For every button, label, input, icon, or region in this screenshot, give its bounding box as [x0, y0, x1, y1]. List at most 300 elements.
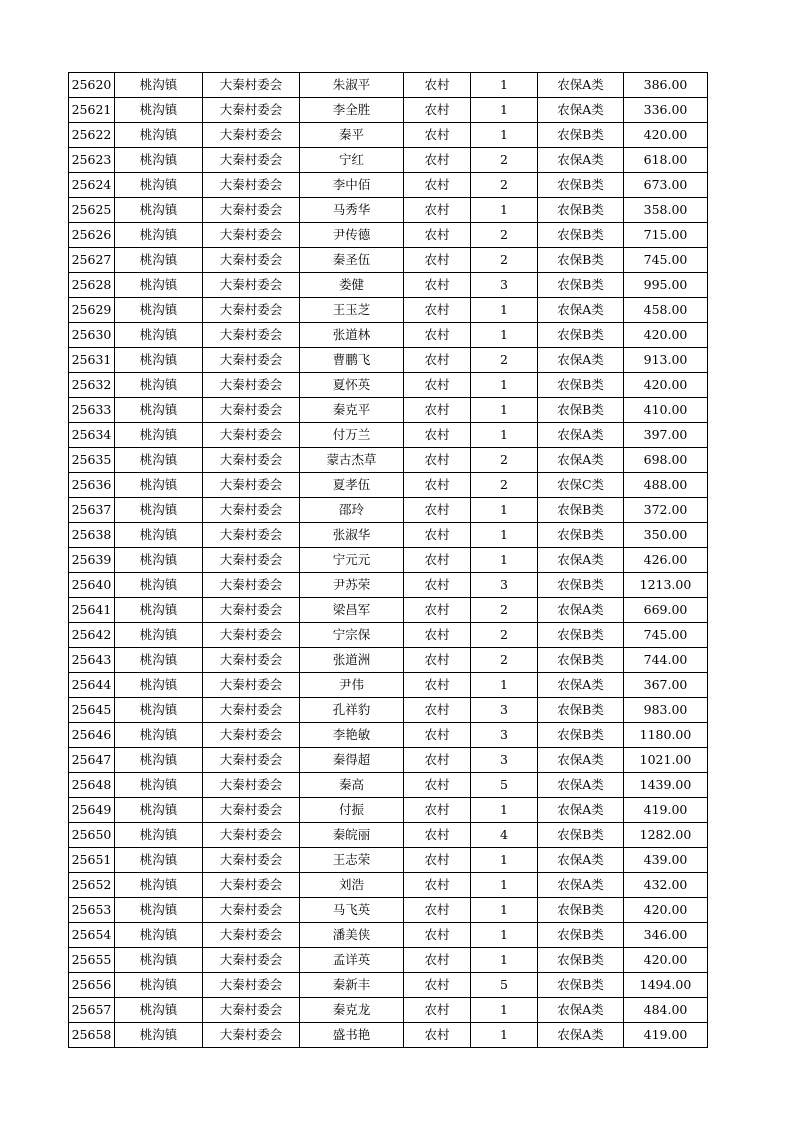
amount-cell: 410.00	[624, 398, 708, 423]
town-cell: 桃沟镇	[115, 398, 203, 423]
table-row	[69, 323, 708, 348]
town-cell: 桃沟镇	[115, 473, 203, 498]
category-cell: 农保A类	[538, 798, 624, 823]
category-cell: 农保B类	[538, 323, 624, 348]
household-type-cell: 农村	[404, 648, 471, 673]
record-id-cell: 25656	[69, 973, 115, 998]
amount-cell: 420.00	[624, 123, 708, 148]
amount-cell: 420.00	[624, 898, 708, 923]
town-cell: 桃沟镇	[115, 598, 203, 623]
member-count-cell: 4	[471, 823, 538, 848]
category-cell: 农保A类	[538, 98, 624, 123]
person-name-cell: 秦得超	[300, 748, 404, 773]
table-row	[69, 548, 708, 573]
record-id-cell: 25647	[69, 748, 115, 773]
village-committee-cell: 大秦村委会	[203, 198, 300, 223]
town-cell: 桃沟镇	[115, 773, 203, 798]
amount-cell: 913.00	[624, 348, 708, 373]
member-count-cell: 2	[471, 598, 538, 623]
person-name-cell: 娄健	[300, 273, 404, 298]
amount-cell: 420.00	[624, 373, 708, 398]
household-type-cell: 农村	[404, 598, 471, 623]
member-count-cell: 3	[471, 723, 538, 748]
town-cell: 桃沟镇	[115, 373, 203, 398]
record-id-cell: 25624	[69, 173, 115, 198]
category-cell: 农保A类	[538, 298, 624, 323]
category-cell: 农保B类	[538, 373, 624, 398]
table-row	[69, 198, 708, 223]
household-type-cell: 农村	[404, 248, 471, 273]
amount-cell: 1439.00	[624, 773, 708, 798]
category-cell: 农保B类	[538, 948, 624, 973]
household-type-cell: 农村	[404, 973, 471, 998]
household-type-cell: 农村	[404, 173, 471, 198]
person-name-cell: 曹鹏飞	[300, 348, 404, 373]
record-id-cell: 25632	[69, 373, 115, 398]
category-cell: 农保B类	[538, 898, 624, 923]
household-type-cell: 农村	[404, 523, 471, 548]
amount-cell: 458.00	[624, 298, 708, 323]
table-row	[69, 673, 708, 698]
household-type-cell: 农村	[404, 198, 471, 223]
member-count-cell: 3	[471, 273, 538, 298]
category-cell: 农保A类	[538, 548, 624, 573]
category-cell: 农保A类	[538, 148, 624, 173]
household-type-cell: 农村	[404, 273, 471, 298]
village-committee-cell: 大秦村委会	[203, 223, 300, 248]
member-count-cell: 1	[471, 523, 538, 548]
category-cell: 农保B类	[538, 823, 624, 848]
household-type-cell: 农村	[404, 73, 471, 98]
town-cell: 桃沟镇	[115, 723, 203, 748]
table-row	[69, 373, 708, 398]
table-row	[69, 448, 708, 473]
table-row	[69, 723, 708, 748]
record-id-cell: 25621	[69, 98, 115, 123]
table-row	[69, 73, 708, 98]
town-cell: 桃沟镇	[115, 348, 203, 373]
table-row	[69, 598, 708, 623]
village-committee-cell: 大秦村委会	[203, 573, 300, 598]
village-committee-cell: 大秦村委会	[203, 998, 300, 1023]
town-cell: 桃沟镇	[115, 823, 203, 848]
household-type-cell: 农村	[404, 873, 471, 898]
village-committee-cell: 大秦村委会	[203, 948, 300, 973]
town-cell: 桃沟镇	[115, 548, 203, 573]
village-committee-cell: 大秦村委会	[203, 698, 300, 723]
member-count-cell: 5	[471, 773, 538, 798]
village-committee-cell: 大秦村委会	[203, 298, 300, 323]
village-committee-cell: 大秦村委会	[203, 248, 300, 273]
town-cell: 桃沟镇	[115, 448, 203, 473]
member-count-cell: 2	[471, 648, 538, 673]
household-type-cell: 农村	[404, 798, 471, 823]
member-count-cell: 3	[471, 698, 538, 723]
table-row	[69, 98, 708, 123]
person-name-cell: 付万兰	[300, 423, 404, 448]
category-cell: 农保A类	[538, 1023, 624, 1048]
table-row	[69, 948, 708, 973]
member-count-cell: 2	[471, 223, 538, 248]
category-cell: 农保B类	[538, 173, 624, 198]
village-committee-cell: 大秦村委会	[203, 148, 300, 173]
person-name-cell: 潘美侠	[300, 923, 404, 948]
amount-cell: 336.00	[624, 98, 708, 123]
table-row	[69, 998, 708, 1023]
household-type-cell: 农村	[404, 673, 471, 698]
table-row	[69, 273, 708, 298]
household-type-cell: 农村	[404, 148, 471, 173]
member-count-cell: 3	[471, 748, 538, 773]
record-id-cell: 25631	[69, 348, 115, 373]
amount-cell: 484.00	[624, 998, 708, 1023]
record-id-cell: 25637	[69, 498, 115, 523]
amount-cell: 432.00	[624, 873, 708, 898]
village-committee-cell: 大秦村委会	[203, 773, 300, 798]
village-committee-cell: 大秦村委会	[203, 423, 300, 448]
village-committee-cell: 大秦村委会	[203, 823, 300, 848]
table-row	[69, 798, 708, 823]
household-type-cell: 农村	[404, 473, 471, 498]
category-cell: 农保B类	[538, 223, 624, 248]
category-cell: 农保A类	[538, 423, 624, 448]
person-name-cell: 尹苏荣	[300, 573, 404, 598]
village-committee-cell: 大秦村委会	[203, 598, 300, 623]
household-type-cell: 农村	[404, 373, 471, 398]
village-committee-cell: 大秦村委会	[203, 498, 300, 523]
member-count-cell: 1	[471, 98, 538, 123]
table-row	[69, 523, 708, 548]
village-committee-cell: 大秦村委会	[203, 1023, 300, 1048]
village-committee-cell: 大秦村委会	[203, 923, 300, 948]
category-cell: 农保A类	[538, 873, 624, 898]
person-name-cell: 刘浩	[300, 873, 404, 898]
amount-cell: 745.00	[624, 623, 708, 648]
person-name-cell: 秦新丰	[300, 973, 404, 998]
record-id-cell: 25628	[69, 273, 115, 298]
town-cell: 桃沟镇	[115, 223, 203, 248]
member-count-cell: 3	[471, 573, 538, 598]
village-committee-cell: 大秦村委会	[203, 798, 300, 823]
member-count-cell: 1	[471, 848, 538, 873]
amount-cell: 346.00	[624, 923, 708, 948]
person-name-cell: 秦皖丽	[300, 823, 404, 848]
record-id-cell: 25652	[69, 873, 115, 898]
category-cell: 农保B类	[538, 723, 624, 748]
member-count-cell: 1	[471, 898, 538, 923]
person-name-cell: 朱淑平	[300, 73, 404, 98]
household-type-cell: 农村	[404, 1023, 471, 1048]
amount-cell: 995.00	[624, 273, 708, 298]
amount-cell: 744.00	[624, 648, 708, 673]
member-count-cell: 1	[471, 298, 538, 323]
person-name-cell: 秦克平	[300, 398, 404, 423]
town-cell: 桃沟镇	[115, 148, 203, 173]
record-id-cell: 25633	[69, 398, 115, 423]
village-committee-cell: 大秦村委会	[203, 898, 300, 923]
person-name-cell: 王玉芝	[300, 298, 404, 323]
amount-cell: 669.00	[624, 598, 708, 623]
record-id-cell: 25629	[69, 298, 115, 323]
town-cell: 桃沟镇	[115, 323, 203, 348]
household-type-cell: 农村	[404, 773, 471, 798]
member-count-cell: 5	[471, 973, 538, 998]
member-count-cell: 1	[471, 998, 538, 1023]
member-count-cell: 1	[471, 1023, 538, 1048]
record-id-cell: 25658	[69, 1023, 115, 1048]
table-row	[69, 873, 708, 898]
assistance-table	[68, 72, 708, 1048]
town-cell: 桃沟镇	[115, 498, 203, 523]
record-id-cell: 25641	[69, 598, 115, 623]
person-name-cell: 宁红	[300, 148, 404, 173]
category-cell: 农保B类	[538, 698, 624, 723]
household-type-cell: 农村	[404, 698, 471, 723]
amount-cell: 673.00	[624, 173, 708, 198]
record-id-cell: 25627	[69, 248, 115, 273]
village-committee-cell: 大秦村委会	[203, 473, 300, 498]
town-cell: 桃沟镇	[115, 873, 203, 898]
person-name-cell: 秦高	[300, 773, 404, 798]
category-cell: 农保B类	[538, 623, 624, 648]
household-type-cell: 农村	[404, 823, 471, 848]
member-count-cell: 2	[471, 248, 538, 273]
category-cell: 农保B类	[538, 648, 624, 673]
amount-cell: 698.00	[624, 448, 708, 473]
category-cell: 农保B类	[538, 273, 624, 298]
person-name-cell: 马飞英	[300, 898, 404, 923]
table-row	[69, 898, 708, 923]
town-cell: 桃沟镇	[115, 898, 203, 923]
village-committee-cell: 大秦村委会	[203, 448, 300, 473]
table-row	[69, 123, 708, 148]
amount-cell: 367.00	[624, 673, 708, 698]
record-id-cell: 25653	[69, 898, 115, 923]
member-count-cell: 1	[471, 498, 538, 523]
amount-cell: 1282.00	[624, 823, 708, 848]
record-id-cell: 25639	[69, 548, 115, 573]
member-count-cell: 1	[471, 373, 538, 398]
table-row	[69, 423, 708, 448]
category-cell: 农保A类	[538, 73, 624, 98]
village-committee-cell: 大秦村委会	[203, 873, 300, 898]
amount-cell: 1213.00	[624, 573, 708, 598]
category-cell: 农保A类	[538, 673, 624, 698]
record-id-cell: 25626	[69, 223, 115, 248]
category-cell: 农保A类	[538, 773, 624, 798]
person-name-cell: 宁宗保	[300, 623, 404, 648]
person-name-cell: 邵玲	[300, 498, 404, 523]
member-count-cell: 2	[471, 173, 538, 198]
category-cell: 农保A类	[538, 598, 624, 623]
amount-cell: 745.00	[624, 248, 708, 273]
household-type-cell: 农村	[404, 573, 471, 598]
village-committee-cell: 大秦村委会	[203, 73, 300, 98]
table-row	[69, 573, 708, 598]
town-cell: 桃沟镇	[115, 298, 203, 323]
household-type-cell: 农村	[404, 723, 471, 748]
record-id-cell: 25651	[69, 848, 115, 873]
town-cell: 桃沟镇	[115, 73, 203, 98]
member-count-cell: 1	[471, 323, 538, 348]
person-name-cell: 孟详英	[300, 948, 404, 973]
record-id-cell: 25642	[69, 623, 115, 648]
village-committee-cell: 大秦村委会	[203, 373, 300, 398]
table-row	[69, 473, 708, 498]
member-count-cell: 1	[471, 948, 538, 973]
table-row	[69, 648, 708, 673]
amount-cell: 419.00	[624, 798, 708, 823]
village-committee-cell: 大秦村委会	[203, 673, 300, 698]
town-cell: 桃沟镇	[115, 973, 203, 998]
record-id-cell: 25638	[69, 523, 115, 548]
household-type-cell: 农村	[404, 323, 471, 348]
amount-cell: 983.00	[624, 698, 708, 723]
record-id-cell: 25648	[69, 773, 115, 798]
town-cell: 桃沟镇	[115, 698, 203, 723]
town-cell: 桃沟镇	[115, 573, 203, 598]
person-name-cell: 尹传德	[300, 223, 404, 248]
table-row	[69, 923, 708, 948]
person-name-cell: 李中佰	[300, 173, 404, 198]
member-count-cell: 1	[471, 423, 538, 448]
member-count-cell: 1	[471, 673, 538, 698]
village-committee-cell: 大秦村委会	[203, 973, 300, 998]
record-id-cell: 25655	[69, 948, 115, 973]
town-cell: 桃沟镇	[115, 423, 203, 448]
village-committee-cell: 大秦村委会	[203, 848, 300, 873]
person-name-cell: 李艳敏	[300, 723, 404, 748]
amount-cell: 419.00	[624, 1023, 708, 1048]
person-name-cell: 付振	[300, 798, 404, 823]
town-cell: 桃沟镇	[115, 98, 203, 123]
record-id-cell: 25657	[69, 998, 115, 1023]
town-cell: 桃沟镇	[115, 123, 203, 148]
person-name-cell: 秦圣伍	[300, 248, 404, 273]
household-type-cell: 农村	[404, 298, 471, 323]
household-type-cell: 农村	[404, 948, 471, 973]
table-row	[69, 248, 708, 273]
category-cell: 农保B类	[538, 198, 624, 223]
village-committee-cell: 大秦村委会	[203, 548, 300, 573]
record-id-cell: 25644	[69, 673, 115, 698]
record-id-cell: 25643	[69, 648, 115, 673]
record-id-cell: 25625	[69, 198, 115, 223]
category-cell: 农保B类	[538, 523, 624, 548]
record-id-cell: 25646	[69, 723, 115, 748]
village-committee-cell: 大秦村委会	[203, 523, 300, 548]
category-cell: 农保A类	[538, 348, 624, 373]
household-type-cell: 农村	[404, 748, 471, 773]
town-cell: 桃沟镇	[115, 523, 203, 548]
town-cell: 桃沟镇	[115, 673, 203, 698]
category-cell: 农保A类	[538, 998, 624, 1023]
village-committee-cell: 大秦村委会	[203, 173, 300, 198]
record-id-cell: 25623	[69, 148, 115, 173]
category-cell: 农保A类	[538, 848, 624, 873]
amount-cell: 350.00	[624, 523, 708, 548]
person-name-cell: 梁昌军	[300, 598, 404, 623]
town-cell: 桃沟镇	[115, 998, 203, 1023]
amount-cell: 1494.00	[624, 973, 708, 998]
table-row	[69, 848, 708, 873]
town-cell: 桃沟镇	[115, 173, 203, 198]
category-cell: 农保B类	[538, 973, 624, 998]
person-name-cell: 秦平	[300, 123, 404, 148]
town-cell: 桃沟镇	[115, 648, 203, 673]
category-cell: 农保B类	[538, 123, 624, 148]
table-row	[69, 398, 708, 423]
record-id-cell: 25634	[69, 423, 115, 448]
record-id-cell: 25645	[69, 698, 115, 723]
town-cell: 桃沟镇	[115, 848, 203, 873]
member-count-cell: 1	[471, 73, 538, 98]
table-row	[69, 498, 708, 523]
table-row	[69, 348, 708, 373]
town-cell: 桃沟镇	[115, 798, 203, 823]
town-cell: 桃沟镇	[115, 748, 203, 773]
member-count-cell: 2	[471, 348, 538, 373]
amount-cell: 1180.00	[624, 723, 708, 748]
table-row	[69, 173, 708, 198]
table-row	[69, 748, 708, 773]
category-cell: 农保B类	[538, 398, 624, 423]
town-cell: 桃沟镇	[115, 273, 203, 298]
village-committee-cell: 大秦村委会	[203, 623, 300, 648]
person-name-cell: 孔祥豹	[300, 698, 404, 723]
record-id-cell: 25622	[69, 123, 115, 148]
household-type-cell: 农村	[404, 423, 471, 448]
category-cell: 农保A类	[538, 748, 624, 773]
record-id-cell: 25620	[69, 73, 115, 98]
member-count-cell: 2	[471, 473, 538, 498]
member-count-cell: 1	[471, 198, 538, 223]
category-cell: 农保B类	[538, 498, 624, 523]
amount-cell: 439.00	[624, 848, 708, 873]
village-committee-cell: 大秦村委会	[203, 723, 300, 748]
household-type-cell: 农村	[404, 223, 471, 248]
member-count-cell: 2	[471, 448, 538, 473]
household-type-cell: 农村	[404, 498, 471, 523]
table-row	[69, 623, 708, 648]
town-cell: 桃沟镇	[115, 623, 203, 648]
amount-cell: 358.00	[624, 198, 708, 223]
record-id-cell: 25636	[69, 473, 115, 498]
amount-cell: 420.00	[624, 323, 708, 348]
person-name-cell: 李全胜	[300, 98, 404, 123]
village-committee-cell: 大秦村委会	[203, 648, 300, 673]
person-name-cell: 张淑华	[300, 523, 404, 548]
amount-cell: 488.00	[624, 473, 708, 498]
table-row	[69, 298, 708, 323]
person-name-cell: 张道林	[300, 323, 404, 348]
table-row	[69, 773, 708, 798]
member-count-cell: 1	[471, 798, 538, 823]
village-committee-cell: 大秦村委会	[203, 323, 300, 348]
table-row	[69, 148, 708, 173]
table-body	[69, 73, 708, 1048]
record-id-cell: 25649	[69, 798, 115, 823]
amount-cell: 397.00	[624, 423, 708, 448]
village-committee-cell: 大秦村委会	[203, 123, 300, 148]
town-cell: 桃沟镇	[115, 248, 203, 273]
village-committee-cell: 大秦村委会	[203, 748, 300, 773]
household-type-cell: 农村	[404, 348, 471, 373]
household-type-cell: 农村	[404, 623, 471, 648]
person-name-cell: 蒙古杰草	[300, 448, 404, 473]
village-committee-cell: 大秦村委会	[203, 98, 300, 123]
table-row	[69, 698, 708, 723]
